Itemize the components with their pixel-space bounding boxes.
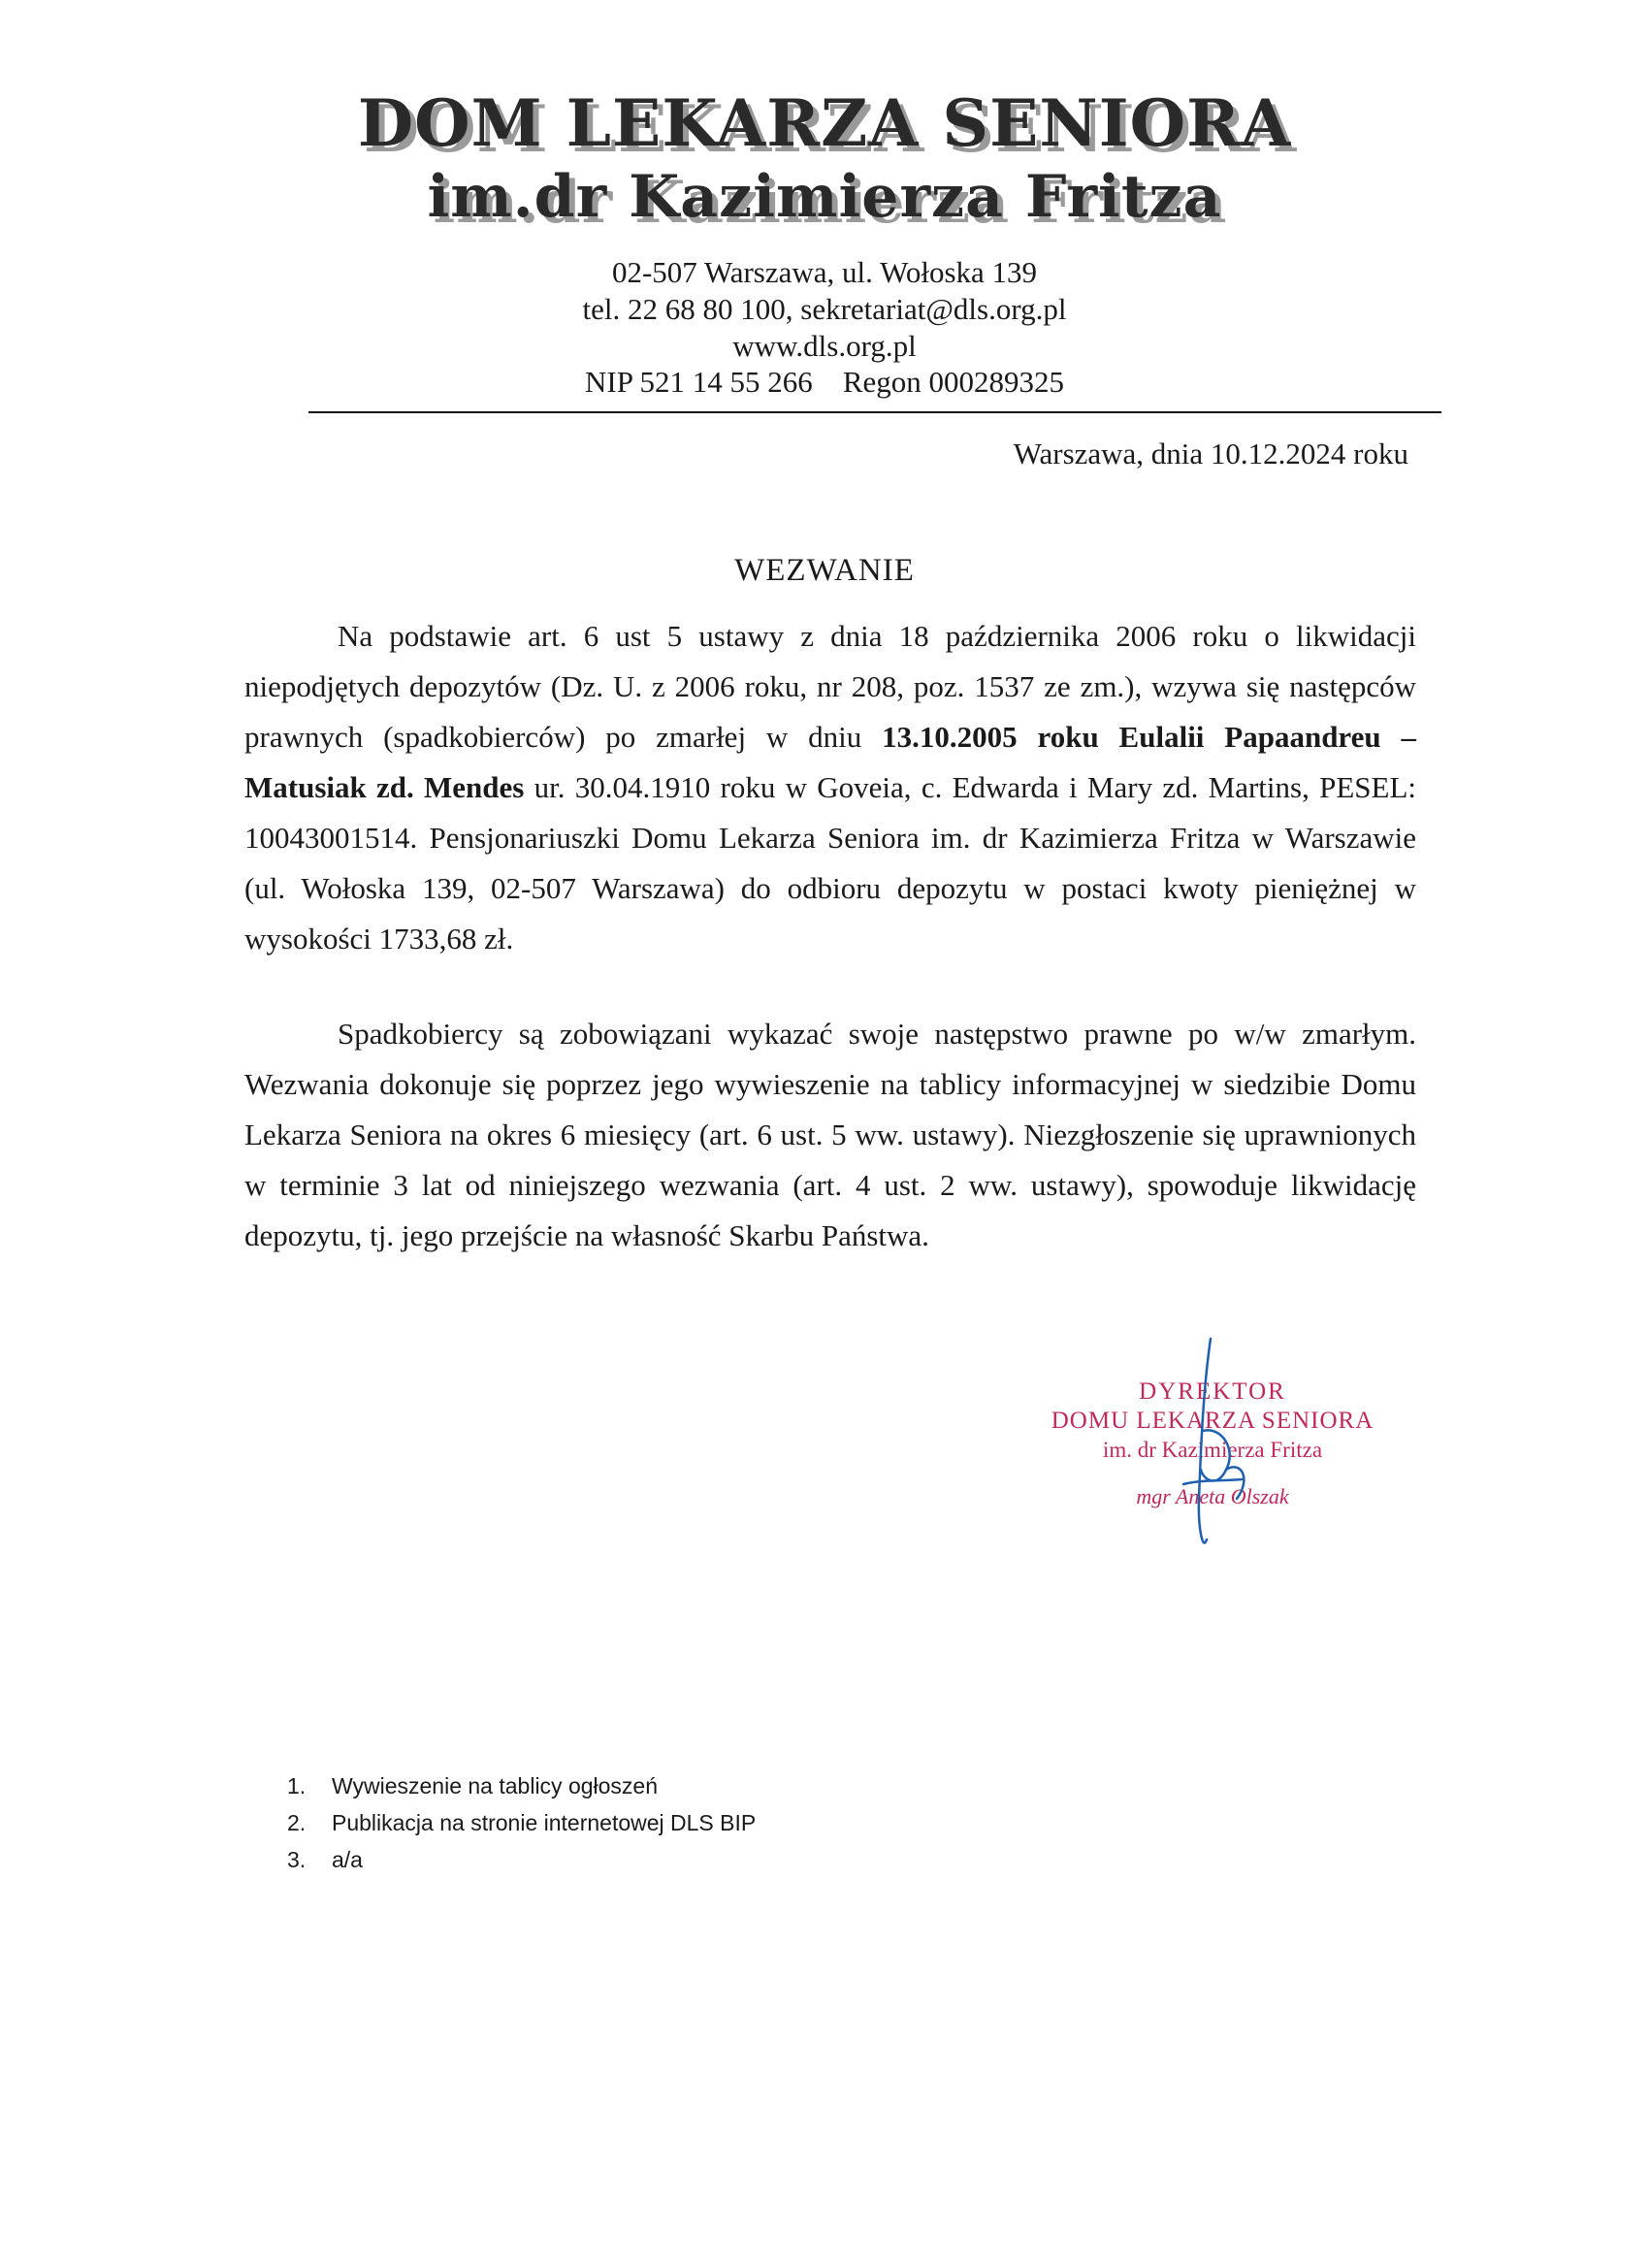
website-line: www.dls.org.pl xyxy=(732,329,917,363)
handwritten-signature xyxy=(1145,1334,1290,1557)
list-text: Wywieszenie na tablicy ogłoszeń xyxy=(332,1773,659,1798)
registration-line xyxy=(0,364,1649,400)
stamp-director-name: mgr Aneta Olszak xyxy=(1136,1484,1289,1508)
deceased-name: Eulalii Papaandreu – Matusiak zd. Mendes xyxy=(244,720,1416,804)
list-item xyxy=(287,1804,756,1841)
institution-name: DOM LEKARZA SENIORA xyxy=(357,85,1292,161)
stamp-patron: im. dr Kazimierza Fritza xyxy=(1102,1438,1323,1462)
list-number: 3. xyxy=(287,1847,307,1872)
list-text: Publikacja na stronie internetowej DLS BIP xyxy=(332,1810,757,1835)
paragraph-1-text-a: Na podstawie art. 6 ust 5 ustawy z dnia 18 października 2006 roku o likwidacji niepodjętych depozytów (Dz. U. z 2006 roku, nr 208, poz. 1537 ze zm.), wzywa się następców prawnych (spadkobierców) po zmarłej w dniu xyxy=(244,619,1416,754)
list-number: 1. xyxy=(287,1773,307,1798)
address-line: 02-507 Warszawa, ul. Wołoska 139 xyxy=(611,255,1038,289)
stamp-title: DYREKTOR xyxy=(1139,1378,1286,1405)
list-item xyxy=(287,1767,756,1804)
paragraph-2 xyxy=(244,1009,1416,1261)
list-text: a/a xyxy=(332,1847,363,1872)
paragraph-1 xyxy=(244,611,1416,964)
document-heading: WEZWANIE xyxy=(734,553,915,588)
distribution-list xyxy=(287,1767,756,1878)
list-number: 2. xyxy=(287,1810,307,1835)
paragraph-2-text: Spadkobiercy są zobowiązani wykazać swoje następstwo prawne po w/w zmarłym. Wezwania dokonuje się poprzez jego wywieszenie na tablicy informacyjnej w siedzibie Domu Lekarza Seniora na okres 6 miesięcy (art. 6 ust. 5 ww. ustawy). Niezgłoszenie się uprawnionych w terminie 3 lat od niniejszego wezwania (art. 4 ust. 2 ww. ustawy), spowoduje likwidację depozytu, tj. jego przejście na własność Skarbu Państwa. xyxy=(244,1017,1416,1252)
death-date: 13.10.2005 xyxy=(882,720,1018,754)
list-item xyxy=(287,1841,756,1878)
document-date: Warszawa, dnia 10.12.2024 roku xyxy=(1013,437,1408,470)
paragraph-1-text-b: roku xyxy=(1017,720,1119,754)
paragraph-1-text-c: ur. 30.04.1910 roku w Goveia, c. Edwarda i Mary zd. Martins, PESEL: 10043001514. Pensjonariuszki Domu Lekarza Seniora im. dr Kazimierza Fritza w Warszawie (ul. Wołoska 139, 02-507 Warszawa) do odbioru depozytu w postaci kwoty pieniężnej w wysokości 1733,68 zł. xyxy=(244,770,1416,956)
institution-patron: im.dr Kazimierza Fritza xyxy=(427,163,1222,231)
header-divider xyxy=(308,411,1441,413)
nip-number: NIP 521 14 55 266 xyxy=(585,365,813,399)
stamp-institution: DOMU LEKARZA SENIORA xyxy=(1051,1408,1374,1434)
regon-number: Regon 000289325 xyxy=(842,365,1064,399)
contact-line: tel. 22 68 80 100, sekretariat@dls.org.pl xyxy=(582,292,1067,326)
